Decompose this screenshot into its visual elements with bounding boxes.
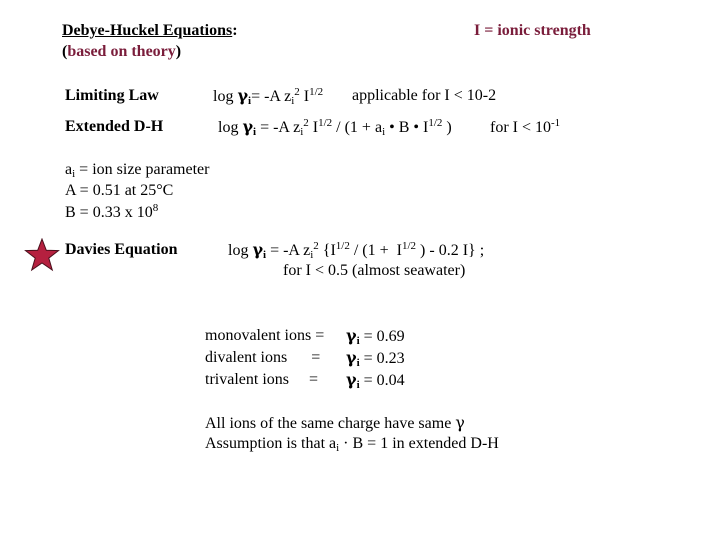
definition-A: A = 0.51 at 25°C [65,182,174,199]
star-shape [26,239,59,270]
subtitle-text: based on theory [67,43,176,60]
value-label-trivalent: trivalent ions = [205,371,319,388]
limiting-law-applicable: applicable for I < 10-2 [352,87,497,104]
extended-dh-condition: for $I < 10^{-1}$ [490,117,561,136]
davies-condition: for I < 0.5 (almost seawater) [283,262,466,279]
page-title [62,21,238,40]
note-assumption: Assumption is that $a_i \cdot B = 1$ in extended D-H [205,435,499,454]
definition-B: B = 0.33 x $10^8$ [65,202,159,221]
value-divalent: $\gamma_i = 0.23$ [346,348,405,369]
title-colon: : [232,22,238,39]
star-icon [24,238,60,272]
value-trivalent: $\gamma_i = 0.04$ [346,370,405,391]
limiting-law-label: Limiting Law [65,87,159,104]
value-monovalent: $\gamma_i = 0.69$ [346,326,405,347]
value-label-monovalent: monovalent ions = [205,327,325,344]
subtitle: (based on theory) [62,43,182,60]
value-label-divalent: divalent ions = [205,349,321,366]
extended-dh-label: Extended D-H [65,118,164,135]
title-underlined: Debye-Huckel Equations [62,22,233,39]
limiting-law-equation: $\log \gamma_i= -A$ $z_i^2$ $I^{1/2}$ [213,86,324,107]
note-same-charge: All ions of the same charge have same γ [205,413,465,432]
davies-equation: $\log \gamma_i = -A$ $z_i^2$ {$I^{1/2} / (1 + I^{1/2}$ ) - 0.2 I} ; [228,240,485,261]
extended-dh-equation: $\log \gamma_i = -A$ $z_i^2$ $I^{1/2} / (1 + a_i$ • B • $I^{1/2}$ ) [218,117,452,138]
davies-label: Davies Equation [65,241,178,258]
definition-ai: $a_i$ = ion size parameter [65,161,210,180]
ionic-strength-label: I = ionic strength [474,22,591,39]
